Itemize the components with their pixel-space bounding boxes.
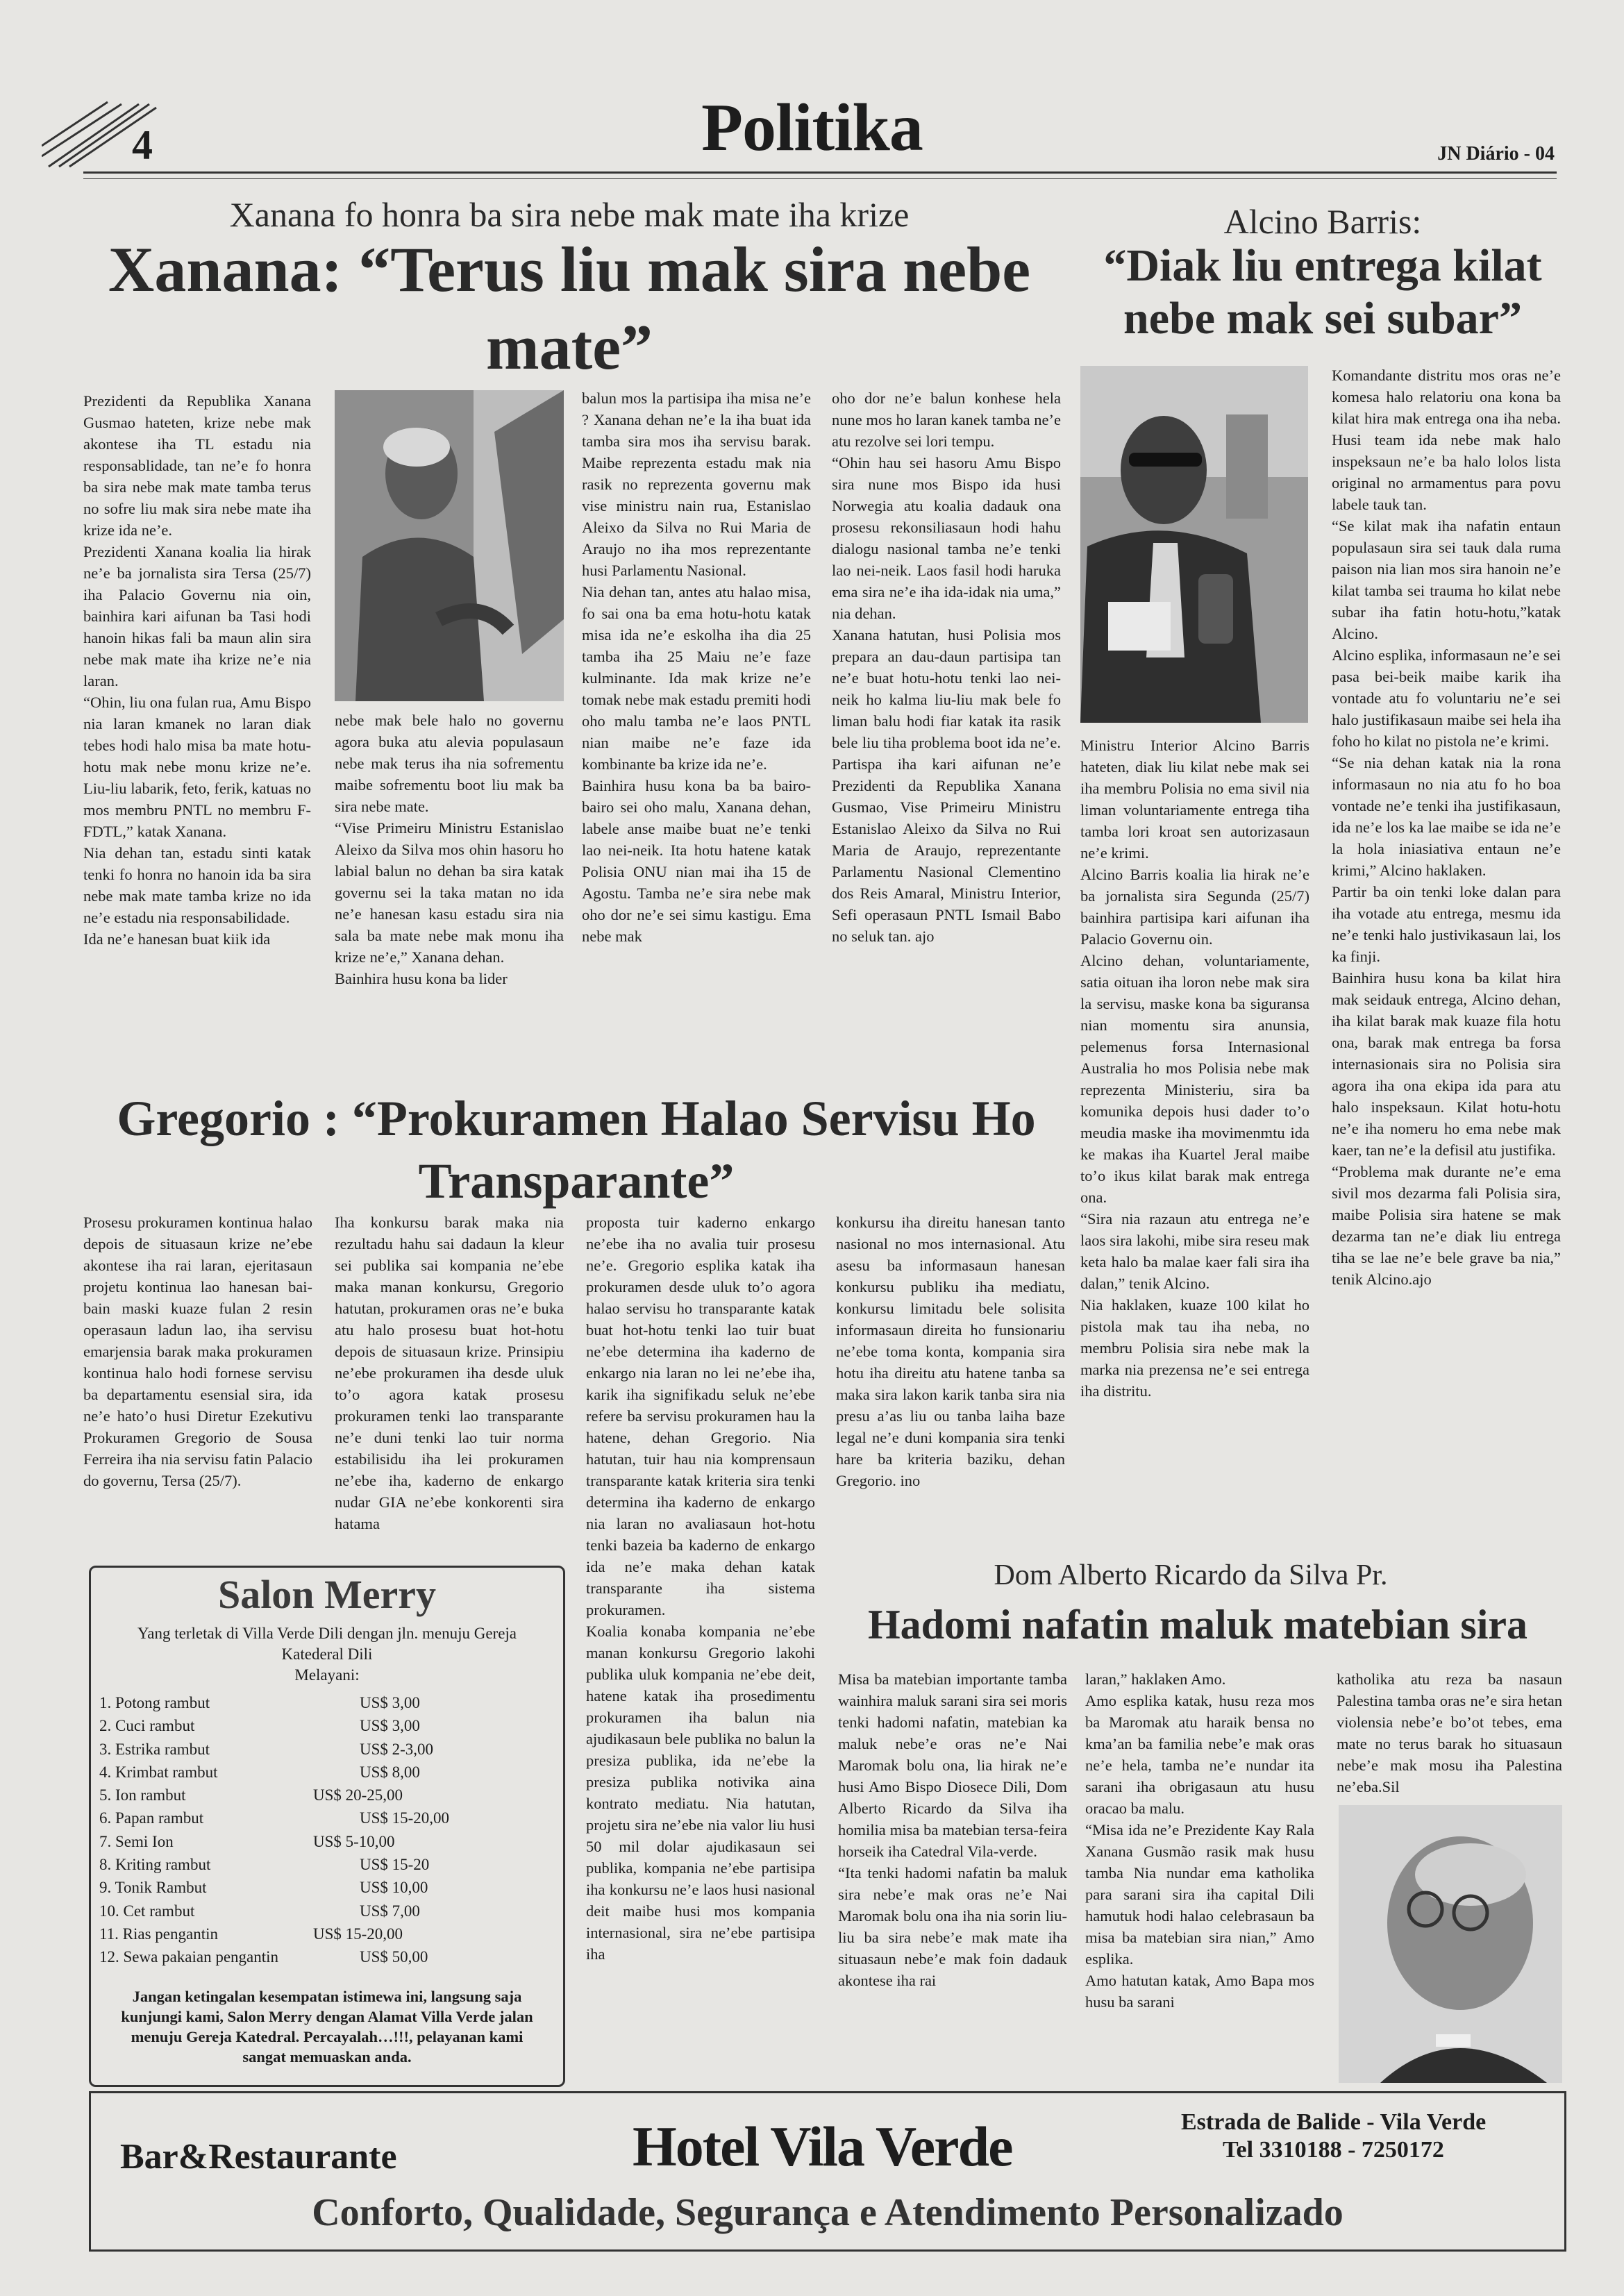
- hadomi-kicker: Dom Alberto Ricardo da Silva Pr.: [994, 1559, 1388, 1591]
- xanana-column-3: balun mos la partisipa iha misa ne’e ? Xanana dehan ne’e la iha buat ida tamba sira mos iha servisu barak. Maibe reprezenta estadu mak nia rasik no reprezenta governu mak vise ministru nain rua, Estanislao Aleixo da Silva no Rui Maria de Araujo no iha mos reprezentante husi Parlamentu Nasional. Nia dehan tan, antes atu halao misa, fo sai ona ba ema hotu-hotu katak misa ida ne’e eskolha iha dia 25 tamba iha 25 Maiu ne’e faze kulminante. Ida mak krize ne’e tomak nebe mak estadu premiti hodi oho malu tamba ne’e laos PNTL nian maibe ne’e faze ida kombinante ba krize ida ne’e. Bainhira husu kona ba ba bairo-bairo sei oho malu, Xanana dehan, labele anse maibe buat ne’e tenki lao nei-neik. Ita hotu hatene katak Polisia ONU nian mai iha 15 de Agostu. Tamba ne’e sira nebe mak oho dor ne’e sei simu kastigu. Ema nebe mak: [582, 389, 811, 945]
- list-item: 12. Sewa pakaian pengantin US$ 50,00: [99, 1948, 428, 1966]
- xanana-photo: [335, 390, 564, 701]
- salon-merry-ad: [89, 1566, 565, 2087]
- list-item: 2. Cuci rambut US$ 3,00: [99, 1717, 420, 1735]
- xanana-column-4: oho dor ne’e balun konhese hela nune mos ho laran kanek tamba ne’e atu rezolve sei lori tempu. “Ohin hau sei hasoru Amu Bispo sira nune mos Bispo ida husi Norwegia atu koalia dadauk ona prosesu rekonsiliasaun hodi hahu dialogu nasional tamba ne’e tenki lao nei-neik. Laos fasil hodi haruka ema sira ne’e iha ida-idak nia uma,” nia dehan. Xanana hatutan, husi Polisia mos prepara an dau-daun partisipa tan ne’e buat hotu-hotu tenki lao nei-neik ho kalma liu-liu mak bele fo liman balu hodi fiar katak ita rasik bele liu tiha problema boot ida ne’e. Partispa iha kari aifunan ne’e Prezidenti da Republika Xanana Gusmao, Vise Primeiru Ministru Estanislao Aleixo da Silva no Rui Maria de Araujo, reprezentante Parlamentu Nasional Clementino dos Reis Amaral, Ministru Interior, Sefi operasaun PNTL Ismail Babo no seluk tan. ajo: [832, 389, 1061, 945]
- list-item: 8. Kriting rambut US$ 15-20: [99, 1856, 430, 1874]
- hadomi-headline: Hadomi nafatin maluk matebian sira: [867, 1602, 1528, 1648]
- page-number: 4: [132, 122, 153, 168]
- gregorio-headline: Gregorio : “Prokuramen Halao Servisu Ho Transparante”: [117, 1091, 1036, 1209]
- gregorio-column-4: konkursu iha direitu hanesan tanto nasional no mos internasional. Atu asesu ba informasaun hanesan konkursu publiku iha mediatu, konkursu limitadu bele solisita informasaun direita ho funsionariu ne’ebe toma konta, kompania sira hotu iha direitu atu hatene tanba sa maka sira lakon karik tanba sira nia presu a’as liu ou tanba laiha baze legal ne’e duni kompania sira tenki hare ba kriteria baziku, dehan Gregorio. ino: [836, 1214, 1065, 1489]
- hotel-slogan: Conforto, Qualidade, Segurança e Atendimento Personalizado: [312, 2191, 1343, 2234]
- list-item: 1. Potong rambut US$ 3,00: [99, 1694, 420, 1711]
- hotel-bar-label: Bar&Restaurante: [120, 2137, 397, 2177]
- alcino-photo: [1080, 366, 1308, 723]
- hadomi-column-2: laran,” haklaken Amo. Amo esplika katak, husu reza mos ba Maromak atu haraik bensa no kma’an ba familia nebe’e mak oras ne’e hela, tamba ne’e nundar ita sarani iha obrigasaun atu husu oracao ba malu. “Misa ida ne’e Prezidente Kay Rala Xanana Gusmão rasik mak husu tamba Nia nundar ema katholika para sarani sira iha capital Dili hamutuk hodi halao celebrasaun ba misa ba matebian sira nian,” Amo esplika. Amo hatutan katak, Amo Bapa mos husu ba sarani: [1085, 1670, 1314, 2011]
- masthead-rule: [83, 171, 1557, 174]
- list-item: 9. Tonik Rambut US$ 10,00: [99, 1879, 428, 1897]
- alcino-headline: “Diak liu entrega kilat nebe mak sei subar”: [1103, 240, 1542, 344]
- hotel-phone: Tel 3310188 - 7250172: [1223, 2137, 1444, 2163]
- list-item: 5. Ion rambut US$ 20-25,00: [99, 1786, 403, 1804]
- alcino-kicker: Alcino Barris:: [1223, 202, 1422, 241]
- list-item: 11. Rias pengantin US$ 15-20,00: [99, 1925, 403, 1943]
- xanana-column-1: Prezidenti da Republika Xanana Gusmao hateten, krize nebe mak akontese iha TL estadu nia responsablidade, tan ne’e fo honra ba sira nebe mak mate tamba terus no sofre liu mak sira nebe mate iha krize ida ne’e. Prezidenti Xanana koalia lia hirak ne’e ba jornalista sira Tersa (25/7) iha Palacio Governu nia oin, bainhira kari aifunan ba Tasi hodi hanoin hikas fali ba maun alin sira nebe mak mate iha krize ne’e nia laran. “Ohin, liu ona fulan rua, Amu Bispo nia laran kmanek no laran diak tebes hodi halo misa ba mate hotu-hotu mak nebe monu krize ne’e. Liu-liu labarik, feto, ferik, katuas no mos membru PNTL no membru F-FDTL,” katak Xanana. Nia dehan tan, estadu sinti katak tenki fo honra no hanoin ida ba sira nebe mak mate tamba krize no ida ne’e estadu nia responsabilidade. Ida ne’e hanesan buat kiik ida: [83, 392, 311, 948]
- xanana-kicker: Xanana fo honra ba sira nebe mak mate iha krize: [229, 195, 910, 234]
- gregorio-column-3: proposta tuir kaderno enkargo ne’ebe iha no avalia tuir prosesu ne’e. Gregorio esplika katak iha prokuramen desde uluk to’o agora halao servisu ho transparante katak buat hot-hotu tenki lao tuir buat ne’ebe determina iha kaderno de enkargo nia laran no lei ne’ebe iha, karik iha signifikadu seluk ne’ebe refere ba servisu prokuramen hau la hatene, dehan Gregorio. Nia hatutan, tuir hau nia komprensaun transparante katak kriteria sira tenki determina iha kaderno de enkargo nia laran no avaliasaun hot-hotu tenki bazeia ba kaderno de enkargo ida ne’e maka dehan katak transparante iha sistema prokuramen. Koalia konaba kompania ne’ebe manan konkursu Gregorio lakohi publika uluk kompania ne’ebe deit, hatene katak iha prosedimentu prokuramen iha balun nia ajudikasaun bele publika no balun la presiza publika, ida ne’ebe la presiza publika notivika aina kontrato mediatu. Nia hatutan, projetu sira ne’ebe nia valor liu husi 50 mil dolar ajudikasaun sei publika, kompania ne’ebe partisipa iha konkursu ne’e laos husi nasional deit maibe husi mos kompania internasional, sira ne’ebe partisipa iha: [586, 1214, 815, 1963]
- list-item: 4. Krimbat rambut US$ 8,00: [99, 1763, 420, 1781]
- hadomi-column-1: Misa ba matebian importante tamba wainhira maluk sarani sira sei moris tenki hadomi nafatin, matebian ka maluk nebe’e oras ne’e Nai Maromak bolu ona, lia hirak ne’e husi Amo Bispo Diosece Dili, Dom Alberto Ricardo da Silva iha homilia misa ba matebian tersa-feira horseik iha Catedral Vila-verde. “Ita tenki hadomi nafatin ba maluk sira nebe’e mak oras ne’e Nai Maromak bolu ona iha nia sorin liu-liu ba sira nebe’e mak mate iha situasaun nebe’e mak foin dadauk akontese iha rai: [838, 1670, 1067, 1989]
- list-item: 10. Cet rambut US$ 7,00: [99, 1902, 420, 1920]
- list-item: 3. Estrika rambut US$ 2-3,00: [99, 1740, 434, 1758]
- masthead-rule-thin: [83, 178, 1557, 179]
- hotel-vila-verde-ad: [89, 2091, 1566, 2252]
- hotel-name: Hotel Vila Verde: [633, 2115, 1012, 2178]
- list-item: 6. Papan rambut US$ 15-20,00: [99, 1809, 450, 1827]
- hadomi-column-3: katholika atu reza ba nasaun Palestina tamba oras ne’e sira hetan violensia nebe’e bo’ot tebes, ema mate no terus barak ho situasaun nebe’e mak mosu iha Palestina ne’eba.Sil: [1337, 1670, 1562, 1795]
- salon-footer: Jangan ketingalan kesempatan istimewa ini, langsung saja kunjungi kami, Salon Merry dengan Alamat Villa Verde jalan menuju Gereja Katedral. Percayalah…!!!, pelayanan kami sangat memuaskan anda.: [121, 1988, 533, 2065]
- xanana-column-2: nebe mak bele halo no governu agora buka atu alevia populasaun nebe mak terus iha nia sofrementu maibe sofrementu boot liu mak ba sira nebe mate. “Vise Primeiru Ministru Estanislao Aleixo da Silva mos ohin hasoru ho labial balun no dehan ba sira katak governu sei la taka matan no ida ne’e hanesan kasu estadu sira nia sala ba mate nebe mak monu iha krize ne’e,” Xanana dehan. Bainhira husu kona ba lider: [335, 712, 564, 987]
- salon-address: Yang terletak di Villa Verde Dili dengan jln. menuju Gereja Katederal Dili: [137, 1625, 517, 1663]
- gregorio-column-1: Prosesu prokuramen kontinua halao depois de situasaun krize ne’ebe akontese iha rai laran, ejeritasaun projetu kontinua lao hanesan bai-bain maski kuaze fulan 2 resin operasaun ladun lao, iha servisu emarjensia barak maka prokuramen kontinua halo hodi fornese servisu ba departamentu esensial sira, ida ne’e hato’o husi Diretur Ezekutivu Prokuramen Gregorio de Sousa Ferreira iha nia servisu fatin Palacio do governu, Tersa (25/7).: [83, 1214, 312, 1489]
- list-item: 7. Semi Ion US$ 5-10,00: [99, 1832, 395, 1850]
- xanana-headline: Xanana: “Terus liu mak sira nebe mate”: [108, 234, 1031, 383]
- salon-title: Salon Merry: [217, 1572, 437, 1617]
- alcino-column-left: Ministru Interior Alcino Barris hateten, diak liu kilat nebe mak sei iha membru Polisia no ema sivil nia liman voluntariamente entrega tiha tamba lori kroat sen autorizasaun ne’e krimi. Alcino Barris koalia lia hirak ne’e ba jornalista sira Segunda (25/7) bainhira partisipa kari aifunan iha Palacio Governu oin. Alcino dehan, voluntariamente, satia oituan iha loron nebe mak sira la servisu, maske kona ba siguransa nian momentu sira anunsia, pelemenus forsa Internasional Australia ho mos Polisia nebe mak reprezenta Ministeriu, sira ba komunika depois husi dader to’o meudia maske iha movimenmtu ida ke makas iha Kuartel Jeral maibe to’o ikus kilat barak mak entrega ona. “Sira nia razaun atu entrega ne’e laos sira lakohi, mibe sira reseu mak keta halo ba malae kaer fali sira iha dalan,” tenik Alcino. Nia haklaken, kuaze 100 kilat ho pistola mak tau iha neba, no membru Polisia sira nebe mak la marka nia prezensa ne’e sei entrega iha distritu.: [1080, 737, 1309, 1400]
- section-title: Politika: [701, 90, 923, 165]
- paper-label: JN Diário - 04: [1437, 143, 1555, 165]
- gregorio-column-2: Iha konkursu barak maka nia rezultadu hahu sai dadaun la kleur sei publika sai kompania ne’ebe maka manan konkursu, Gregorio hatutan, prokuramen oras ne’e buka atu halo prosesu buat hot-hotu depois de situasaun krize. Prinsipiu ne’ebe prokuramen iha desde uluk to’o agora katak prosesu prokuramen tenki lao transparante ne’e duni tenki lao tuir norma estabilisidu iha lei prokuramen ne’ebe iha, kaderno de enkargo nudar GIA ne’ebe konkorenti sira hatama: [335, 1214, 564, 1532]
- bishop-photo: [1339, 1805, 1562, 2083]
- alcino-column-right: Komandante distritu mos oras ne’e komesa halo relatoriu ona kona ba kilat hira mak entrega ona iha neba. Husi team ida nebe mak halo inspeksaun ne’e ba halo lolos lista original no armamentus para povu labele tauk tan. “Se kilat mak iha nafatin entaun populasaun sira sei tauk dala ruma paison nia lian mos sira hanoin ne’e kilat tamba sei trauma ho kilat nebe subar iha fatin hotu-hotu,”katak Alcino. Alcino esplika, informasaun ne’e sei pasa bei-beik maibe karik iha vontade atu fo voluntariu ne’e sei halo justifikasaun maibe sei hela iha foho ho kilat no pistola ne’e krimi. “Se nia dehan katak nia la rona informasaun no nia atu fo ho boa vontade ne’e tenki iha justifikasaun, ida ne’e los ka lae maibe se ida ne’e la hola iniasiativa entaun ne’e krimi,” Alcino haklaken. Partir ba oin tenki loke dalan para iha votade atu entrega, mesmu ida ne’e tenki halo justivikasaun lai, los ka finji. Bainhira husu kona ba kilat hira mak seidauk entrega, Alcino dehan, iha kilat barak mak kuaze fila hotu ona, barak mak entrega ba forsa internasionais sira no Polisia sira agora iha ona ekipa ida para atu halo inspeksaun. Kilat hotu-hotu ne’e iha nomeru ho ema nebe mak kaer, tan ne’e la defisil atu justifika. “Problema mak durante ne’e ema sivil mos dezarma fali Polisia sira, maibe Polisia sira hatene se mak dezarma tan ne’e diak liu entrega tiha se lae ne’e bele grave ba nia,” tenik Alcino.ajo: [1332, 367, 1561, 1288]
- salon-price-list: [99, 1691, 551, 1969]
- hotel-address: Estrada de Balide - Vila Verde: [1181, 2109, 1487, 2135]
- salon-served: Melayani:: [294, 1666, 360, 1684]
